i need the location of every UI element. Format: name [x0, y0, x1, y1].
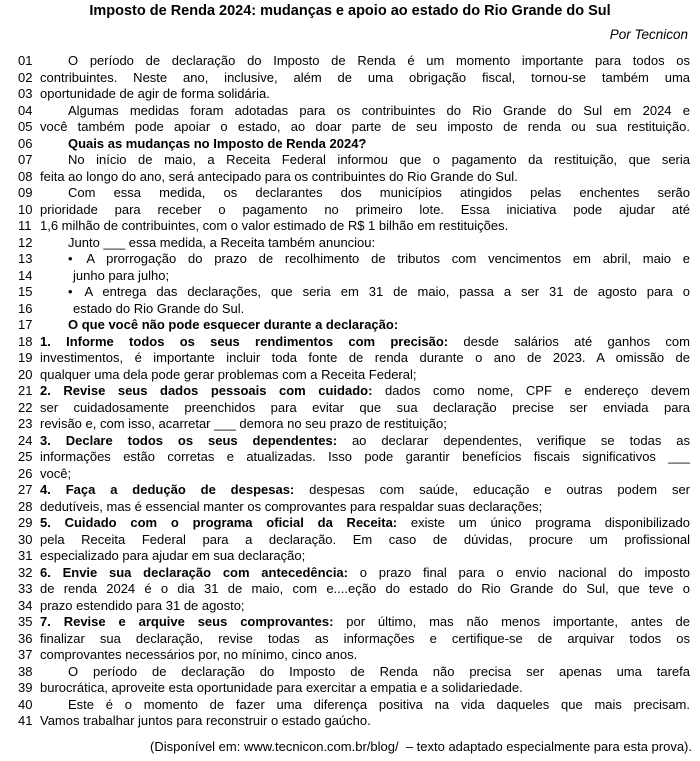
- line-text: você também pode apoiar o estado, ao doar parte de seu imposto de renda ou sua restituição.: [40, 119, 690, 134]
- line-number: 30: [18, 531, 33, 547]
- line-number: 36: [18, 630, 33, 646]
- text-line: [0, 466, 700, 483]
- line-number: 40: [18, 696, 33, 712]
- text-line: [0, 301, 700, 318]
- line-number: 09: [18, 185, 33, 200]
- text-line: [0, 70, 700, 87]
- text-line: [0, 268, 700, 285]
- line-number: 15: [18, 284, 33, 299]
- line-number: 07: [18, 152, 33, 167]
- line-text: finalizar sua declaração, revise todas as informações e certifique-se de arquivar todos os: [40, 630, 690, 646]
- line-number: 10: [18, 201, 33, 217]
- line-number: 24: [18, 432, 33, 448]
- line-number: 08: [18, 168, 33, 184]
- text-line: [0, 515, 700, 532]
- text-line: [0, 284, 700, 301]
- line-text: Vamos trabalhar juntos para reconstruir o estado gaúcho.: [40, 713, 371, 728]
- byline: Por Tecnicon: [609, 27, 688, 42]
- line-number: 37: [18, 647, 33, 662]
- line-text: prazo estendido para 31 de agosto;: [40, 597, 245, 613]
- line-text: pela Receita Federal para a declaração. Em caso de dúvidas, procure um profissional: [40, 531, 690, 547]
- line-text: prioridade para receber o pagamento no primeiro lote. Essa iniciativa pode ajudar até: [40, 201, 690, 217]
- text-line: [0, 631, 700, 648]
- text-line: [0, 400, 700, 417]
- line-number: 22: [18, 399, 33, 415]
- text-line: [0, 532, 700, 549]
- text-line: [0, 86, 700, 103]
- line-number: 21: [18, 383, 33, 398]
- line-text: feita ao longo do ano, será antecipado para os contribuintes do Rio Grande do Sul.: [40, 168, 518, 184]
- line-number: 13: [18, 251, 33, 266]
- text-line: [0, 383, 700, 400]
- text-line: [0, 367, 700, 384]
- line-text: O período de declaração do Imposto de Renda não precisa ser apenas uma tarefa: [68, 663, 690, 679]
- line-text: estado do Rio Grande do Sul.: [73, 300, 245, 316]
- text-line: [0, 235, 700, 252]
- line-text: informações estão corretas e atualizadas. Isso pode garantir benefícios fiscais significativos ___: [40, 449, 690, 464]
- line-number: 06: [18, 135, 33, 151]
- text-line: [0, 433, 700, 450]
- text-line: [0, 548, 700, 565]
- text-line: [0, 218, 700, 235]
- line-text: 6. Envie sua declaração com antecedência: o prazo final para o envio nacional do imposto: [40, 564, 690, 580]
- text-line: [0, 697, 700, 714]
- line-text: Com essa medida, os declarantes dos municípios atingidos pelas enchentes serão: [68, 185, 690, 200]
- text-line: [0, 713, 700, 730]
- line-text: ser cuidadosamente preenchidos para evitar que sua declaração precise ser enviada para: [40, 399, 690, 415]
- text-line: [0, 350, 700, 367]
- line-number: 26: [18, 465, 33, 481]
- line-number: 23: [18, 416, 33, 431]
- line-text: Junto ___ essa medida, a Receita também anunciou:: [68, 234, 376, 250]
- text-line: [0, 251, 700, 268]
- text-line: [0, 499, 700, 516]
- text-line: [0, 152, 700, 169]
- bullet-icon: •: [68, 251, 85, 266]
- page-title: Imposto de Renda 2024: mudanças e apoio ao estado do Rio Grande do Sul: [89, 3, 611, 19]
- text-line: [0, 416, 700, 433]
- text-line: [0, 169, 700, 186]
- line-text: comprovantes necessários por, no mínimo, cinco anos.: [40, 647, 358, 662]
- line-text: revisão e, com isso, acarretar ___ demora no seu prazo de restituição;: [40, 416, 447, 431]
- source-note: (Disponível em: www.tecnicon.com.br/blog/ – texto adaptado especialmente para esta prova).: [150, 738, 692, 754]
- text-line: [0, 680, 700, 697]
- text-line: [0, 581, 700, 598]
- text-line: [0, 598, 700, 615]
- line-number: 02: [18, 69, 33, 85]
- bullet-icon: •: [68, 284, 83, 299]
- text-line: [0, 119, 700, 136]
- line-number: 25: [18, 449, 33, 464]
- line-text: dedutíveis, mas é essencial manter os comprovantes para respaldar suas declarações;: [40, 498, 543, 514]
- line-number: 35: [18, 614, 33, 629]
- line-text: Quais as mudanças no Imposto de Renda 2024?: [68, 135, 367, 151]
- line-number: 01: [18, 53, 33, 68]
- line-text: oportunidade de agir de forma solidária.: [40, 86, 270, 101]
- line-text: 1. Informe todos os seus rendimentos com precisão: desde salários até ganhos com: [40, 333, 690, 349]
- line-number: 39: [18, 680, 33, 695]
- line-number: 27: [18, 482, 33, 497]
- line-text: No início de maio, a Receita Federal informou que o pagamento da restituição, que seria: [68, 152, 690, 167]
- line-text: junho para julho;: [73, 267, 170, 283]
- line-number: 41: [18, 713, 33, 728]
- text-line: [0, 482, 700, 499]
- line-number: 38: [18, 663, 33, 679]
- line-text: • A entrega das declarações, que seria em 31 de maio, passa a ser 31 de agosto para o: [68, 284, 690, 299]
- line-number: 28: [18, 498, 33, 514]
- line-number: 05: [18, 119, 33, 134]
- line-text: 2. Revise seus dados pessoais com cuidado: dados como nome, CPF e endereço devem: [40, 383, 690, 398]
- line-number: 18: [18, 333, 33, 349]
- line-text: Algumas medidas foram adotadas para os contribuintes do Rio Grande do Sul em 2024 e: [68, 102, 690, 118]
- line-number: 32: [18, 564, 33, 580]
- line-number: 20: [18, 366, 33, 382]
- text-line: [0, 334, 700, 351]
- document-body: [0, 53, 700, 730]
- text-line: [0, 614, 700, 631]
- line-number: 16: [18, 300, 33, 316]
- line-text: qualquer uma dela pode gerar problemas com a Receita Federal;: [40, 366, 417, 382]
- line-text: de renda 2024 é o dia 31 de maio, com e....eção do estado do Rio Grande do Sul, que teve o: [40, 581, 690, 596]
- line-number: 04: [18, 102, 33, 118]
- line-number: 34: [18, 597, 33, 613]
- text-line: [0, 202, 700, 219]
- text-line: [0, 317, 700, 334]
- line-text: especializado para ajudar em sua declaração;: [40, 548, 306, 563]
- line-text: você;: [40, 465, 72, 481]
- line-text: O período de declaração do Imposto de Renda é um momento importante para todos os: [68, 53, 690, 68]
- line-text: 1,6 milhão de contribuintes, com o valor estimado de R$ 1 bilhão em restituições.: [40, 218, 509, 233]
- line-text: 7. Revise e arquive seus comprovantes: por último, mas não menos importante, antes de: [40, 614, 690, 629]
- line-number: 17: [18, 317, 33, 332]
- line-number: 11: [18, 218, 32, 233]
- text-line: [0, 449, 700, 466]
- text-line: [0, 664, 700, 681]
- text-line: [0, 185, 700, 202]
- text-line: [0, 53, 700, 70]
- line-text: contribuintes. Neste ano, inclusive, além de uma obrigação fiscal, tornou-se também uma: [40, 69, 690, 85]
- line-number: 03: [18, 86, 33, 101]
- line-text: O que você não pode esquecer durante a declaração:: [68, 317, 399, 332]
- line-text: investimentos, é importante incluir toda fonte de renda durante o ano de 2023. A omissão de: [40, 350, 690, 365]
- line-text: burocrática, aproveite esta oportunidade para exercitar a empatia e a solidariedade.: [40, 680, 523, 695]
- line-text: 3. Declare todos os seus dependentes: ao declarar dependentes, verifique se todas as: [40, 432, 690, 448]
- line-number: 33: [18, 581, 33, 596]
- line-text: 4. Faça a dedução de despesas: despesas com saúde, educação e outras podem ser: [40, 482, 690, 497]
- text-line: [0, 647, 700, 664]
- line-number: 12: [18, 234, 33, 250]
- line-number: 19: [18, 350, 33, 365]
- text-line: [0, 103, 700, 120]
- text-line: [0, 565, 700, 582]
- line-number: 14: [18, 267, 33, 283]
- line-number: 31: [18, 548, 33, 563]
- line-text: 5. Cuidado com o programa oficial da Receita: existe um único programa disponibilizado: [40, 515, 690, 530]
- line-text: Este é o momento de fazer uma diferença positiva na vida daqueles que mais precisam.: [68, 696, 690, 712]
- line-text: • A prorrogação do prazo de recolhimento de tributos com vencimentos em abril, maio e: [68, 251, 690, 266]
- line-number: 29: [18, 515, 33, 530]
- text-line: [0, 136, 700, 153]
